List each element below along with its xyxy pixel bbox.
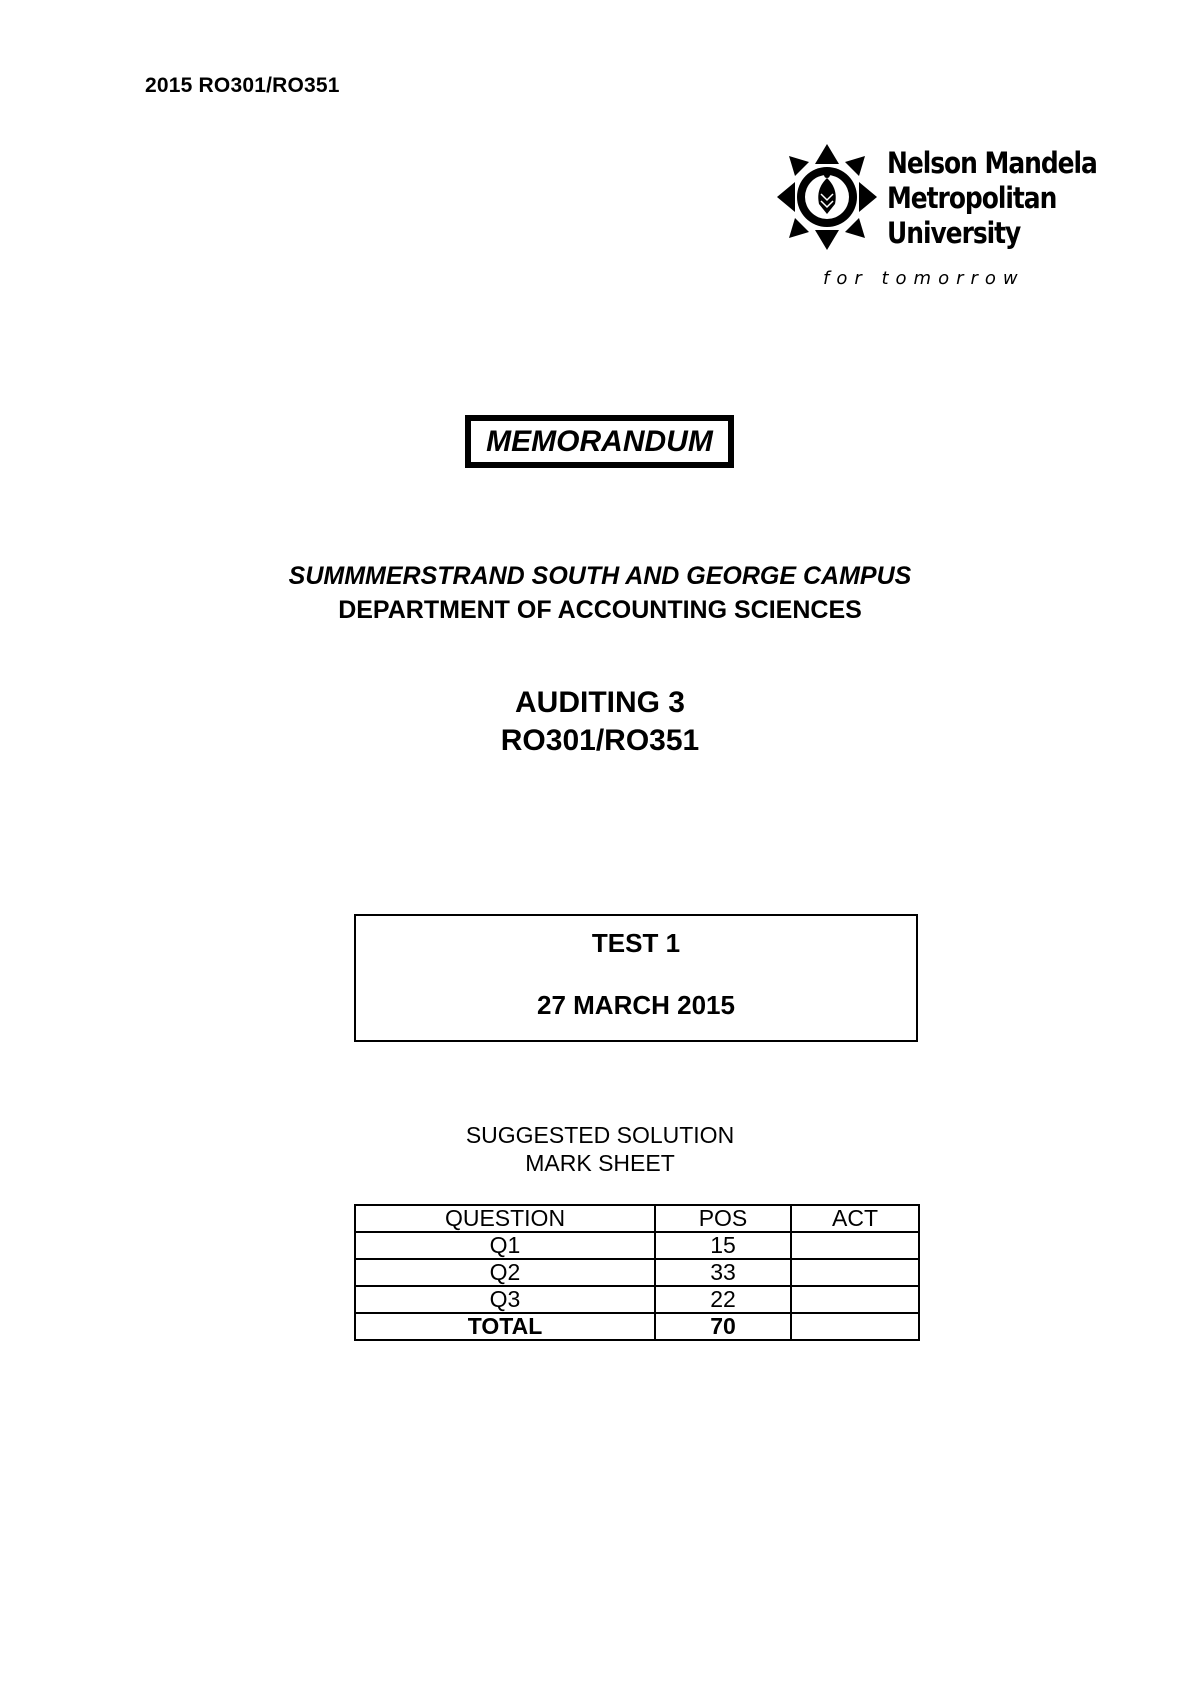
memorandum-title: MEMORANDUM <box>465 415 734 468</box>
table-row <box>355 1259 919 1286</box>
test-label: TEST 1 <box>591 928 681 958</box>
column-header-pos: POS <box>655 1205 791 1232</box>
test-info-box <box>354 914 918 1042</box>
question-cell: Q1 <box>355 1232 655 1259</box>
course-title <box>0 684 1200 760</box>
logo-tagline: for tomorrow <box>823 268 1025 289</box>
campus-heading: SUMMMERSTRAND SOUTH AND GEORGE CAMPUS <box>288 562 912 590</box>
solution-caption-line: SUGGESTED SOLUTION <box>465 1122 735 1148</box>
pos-cell: 33 <box>655 1259 791 1286</box>
column-header-question: QUESTION <box>355 1205 655 1232</box>
question-cell: Q3 <box>355 1286 655 1313</box>
total-label-cell: TOTAL <box>355 1313 655 1340</box>
university-logo <box>775 142 1097 292</box>
pos-cell: 15 <box>655 1232 791 1259</box>
logo-name-line: Nelson Mandela <box>887 146 1097 180</box>
department-heading: DEPARTMENT OF ACCOUNTING SCIENCES <box>338 596 862 624</box>
logo-wordmark <box>887 146 1097 251</box>
total-act-cell <box>791 1313 919 1340</box>
test-date: 27 MARCH 2015 <box>537 990 735 1020</box>
mark-sheet-table <box>354 1204 920 1341</box>
solution-caption-line: MARK SHEET <box>525 1150 675 1176</box>
act-cell <box>791 1286 919 1313</box>
nmmu-emblem-icon <box>775 142 879 252</box>
act-cell <box>791 1259 919 1286</box>
logo-name-line: University <box>887 216 1021 250</box>
pos-cell: 22 <box>655 1286 791 1313</box>
table-row <box>355 1232 919 1259</box>
column-header-act: ACT <box>791 1205 919 1232</box>
table-header-row <box>355 1205 919 1232</box>
document-code: 2015 RO301/RO351 <box>145 74 340 97</box>
question-cell: Q2 <box>355 1259 655 1286</box>
act-cell <box>791 1232 919 1259</box>
solution-caption <box>0 1121 1200 1177</box>
course-name: AUDITING 3 <box>514 686 685 719</box>
table-row <box>355 1286 919 1313</box>
logo-name-line: Metropolitan <box>887 181 1057 215</box>
total-pos-cell: 70 <box>655 1313 791 1340</box>
course-code: RO301/RO351 <box>500 724 700 757</box>
table-total-row <box>355 1313 919 1340</box>
